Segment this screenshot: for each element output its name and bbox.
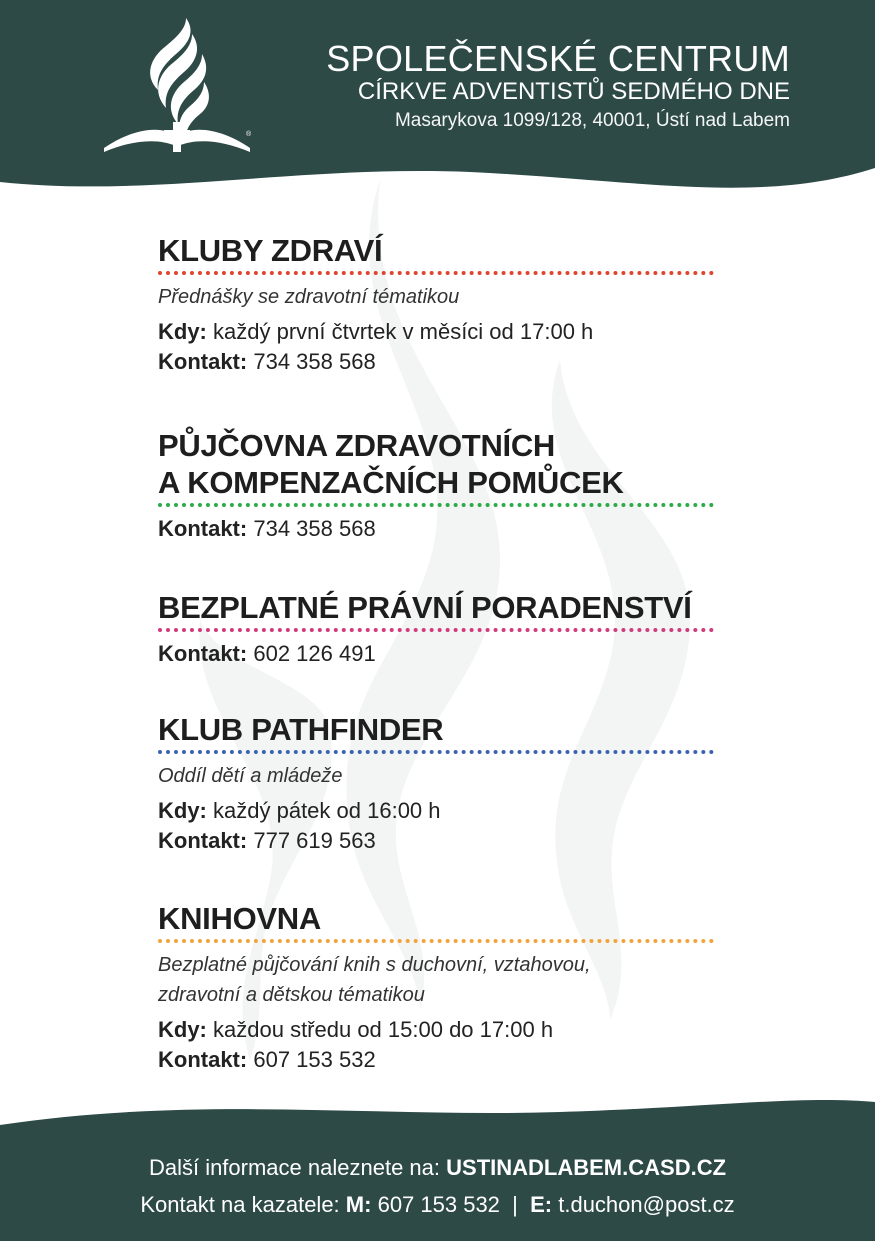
contact-label: Kontakt:: [158, 641, 248, 666]
section-title: KLUBY ZDRAVÍ: [158, 233, 383, 268]
footer-info-prefix: Další informace naleznete na:: [148, 1155, 441, 1180]
section-pathfinder-club: [158, 711, 718, 856]
contact-label: Kontakt:: [158, 828, 248, 853]
section-divider: [158, 628, 714, 632]
footer-mobile-label: M:: [345, 1192, 372, 1217]
footer-website-link[interactable]: USTINADLABEM.CASD.CZ: [446, 1155, 727, 1180]
contact-phone: 734 358 568: [253, 349, 376, 374]
footer-info: [0, 1155, 875, 1181]
section-divider: [158, 939, 714, 943]
section-when: [158, 796, 718, 826]
when-label: Kdy:: [158, 1017, 207, 1042]
section-divider: [158, 750, 714, 754]
section-description: Přednášky se zdravotní tématikou: [158, 286, 460, 308]
contact-phone: 734 358 568: [253, 516, 376, 541]
section-contact: [158, 347, 718, 377]
section-when: [158, 317, 718, 347]
footer-email-label: E:: [530, 1192, 553, 1217]
section-contact: [158, 514, 718, 544]
contact-phone: 777 619 563: [253, 828, 376, 853]
footer-email-link[interactable]: t.duchon@post.cz: [558, 1192, 735, 1217]
when-value: každý pátek od 16:00 h: [213, 798, 441, 823]
section-title-line2: A KOMPENZAČNÍCH POMŮCEK: [158, 465, 624, 500]
when-label: Kdy:: [158, 319, 207, 344]
contact-label: Kontakt:: [158, 516, 248, 541]
contact-label: Kontakt:: [158, 349, 248, 374]
when-label: Kdy:: [158, 798, 207, 823]
section-title: KLUB PATHFINDER: [158, 712, 444, 747]
when-value: každou středu od 15:00 do 17:00 h: [213, 1017, 554, 1042]
section-divider: [158, 503, 714, 507]
org-name-line1: SPOLEČENSKÉ CENTRUM: [326, 38, 790, 79]
contact-phone: 607 153 532: [253, 1047, 376, 1072]
section-divider: [158, 271, 714, 275]
section-title-line1: PŮJČOVNA ZDRAVOTNÍCH: [158, 428, 556, 463]
footer-pastor-prefix: Kontakt na kazatele:: [140, 1192, 340, 1217]
when-value: každý první čtvrtek v měsíci od 17:00 h: [213, 319, 594, 344]
section-when: [158, 1015, 718, 1045]
section-legal-advice: [158, 589, 718, 669]
section-title: BEZPLATNÉ PRÁVNÍ PORADENSTVÍ: [158, 590, 692, 625]
section-contact: [158, 826, 718, 856]
footer-mobile: 607 153 532: [377, 1192, 500, 1217]
org-address: Masarykova 1099/128, 40001, Ústí nad Labem: [394, 110, 790, 131]
section-health-clubs: [158, 232, 718, 377]
logo-registered-mark: ®: [246, 131, 252, 138]
contact-phone: 602 126 491: [253, 641, 376, 666]
logo-flame-book-icon: [100, 18, 255, 158]
header-text: [326, 40, 790, 133]
section-library: [158, 900, 718, 1075]
section-description-line2: zdravotní a dětskou tématikou: [158, 984, 425, 1006]
section-medical-aids-rental: [158, 427, 718, 544]
section-description-line1: Bezplatné půjčování knih s duchovní, vztahovou,: [158, 954, 591, 976]
footer-separator: |: [512, 1192, 518, 1217]
section-title: KNIHOVNA: [158, 901, 321, 936]
contact-label: Kontakt:: [158, 1047, 248, 1072]
org-name-line2: CÍRKVE ADVENTISTŮ SEDMÉHO DNE: [357, 78, 790, 105]
section-contact: [158, 1045, 718, 1075]
section-contact: [158, 639, 718, 669]
section-description: Oddíl dětí a mládeže: [158, 765, 343, 787]
footer-pastor-contact: [0, 1192, 875, 1218]
